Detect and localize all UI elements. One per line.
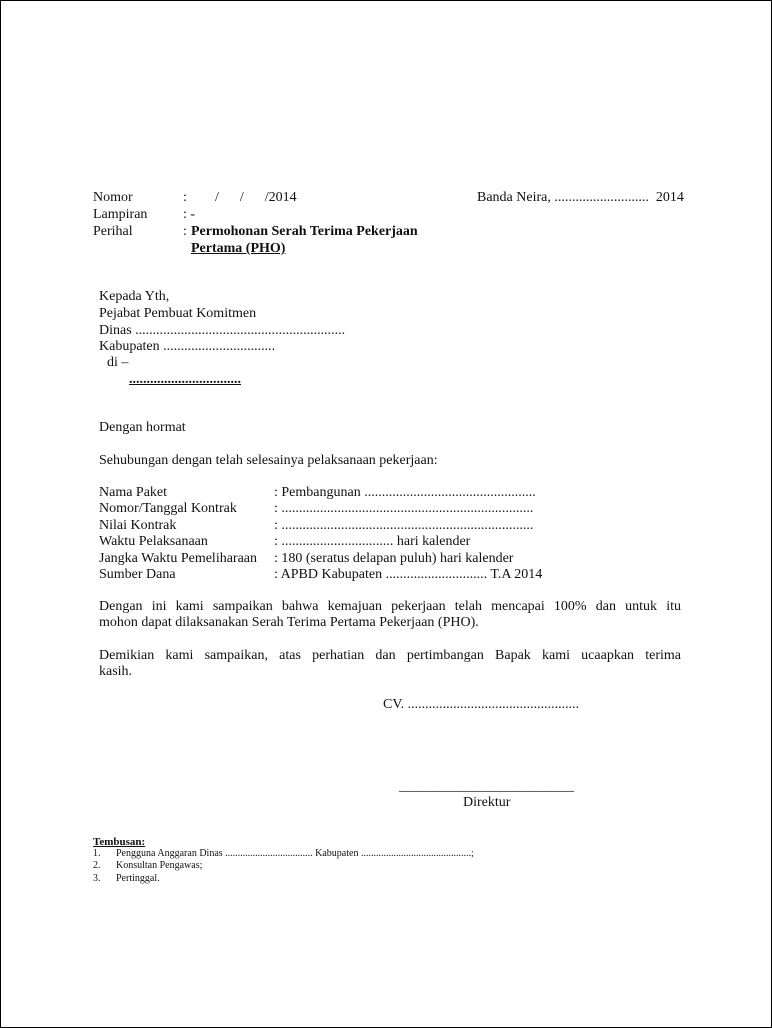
paragraph-1-line-2: mohon dapat dilaksanakan Serah Terima Pertama Pekerjaan (PHO). [99, 615, 479, 630]
list-item-number: 3. [93, 873, 101, 884]
detail-label: Sumber Dana [99, 567, 176, 582]
detail-label: Nama Paket [99, 485, 168, 500]
detail-value: : APBD Kabupaten ............................. T.A 2014 [274, 567, 543, 582]
intro-text: Sehubungan dengan telah selesainya pelaksanaan pekerjaan: [99, 453, 438, 468]
list-item: Pengguna Anggaran Dinas ................................... Kabupaten ............................................; [116, 848, 474, 859]
detail-value: : Pembangunan ................................................. [274, 485, 536, 500]
recipient-line-4: Kabupaten ................................ [99, 339, 276, 354]
recipient-line-1: Kepada Yth, [99, 289, 170, 304]
list-item-number: 2. [93, 860, 101, 871]
detail-label: Waktu Pelaksanaan [99, 534, 208, 549]
paragraph-2-line-1: Demikian kami sampaikan, atas perhatian dan pertimbangan Bapak kami ucaapkan terima [99, 648, 681, 663]
detail-value: : ........................................................................ [274, 501, 534, 516]
paragraph-2-line-2: kasih. [99, 664, 133, 679]
place-date: Banda Neira, ........................... 2014 [477, 190, 684, 205]
signature-line: _________________________ [399, 779, 574, 794]
lampiran-value: : - [183, 207, 196, 222]
nomor-label: Nomor [93, 190, 133, 205]
detail-value: : ........................................................................ [274, 518, 534, 533]
nomor-colon: : [183, 190, 187, 205]
recipient-line-3: Dinas ............................................................ [99, 323, 346, 338]
detail-value: : 180 (seratus delapan puluh) hari kalender [274, 551, 514, 566]
nomor-value: / / /2014 [215, 190, 297, 205]
lampiran-label: Lampiran [93, 207, 148, 222]
perihal-label: Perihal [93, 224, 133, 239]
signer-title: Direktur [463, 795, 511, 810]
perihal-line-2: Pertama (PHO) [191, 241, 286, 256]
list-item: Konsultan Pengawas; [116, 860, 203, 871]
detail-label: Nilai Kontrak [99, 518, 177, 533]
detail-value: : ................................ hari kalender [274, 534, 471, 549]
perihal-colon: : [183, 224, 187, 239]
cc-heading: Tembusan: [93, 836, 146, 848]
detail-label: Nomor/Tanggal Kontrak [99, 501, 237, 516]
list-item-number: 1. [93, 848, 101, 859]
detail-label: Jangka Waktu Pemeliharaan [99, 551, 258, 566]
perihal-line-1: Permohonan Serah Terima Pekerjaan [191, 224, 418, 239]
list-item: Pertinggal. [116, 873, 160, 884]
greeting: Dengan hormat [99, 420, 186, 435]
recipient-line-6: ................................ [129, 372, 241, 387]
recipient-line-5: di – [107, 355, 129, 370]
paragraph-1-line-1: Dengan ini kami sampaikan bahwa kemajuan pekerjaan telah mencapai 100% dan untuk itu [99, 599, 681, 614]
company-name: CV. ................................................. [383, 697, 580, 712]
recipient-line-2: Pejabat Pembuat Komitmen [99, 306, 257, 321]
